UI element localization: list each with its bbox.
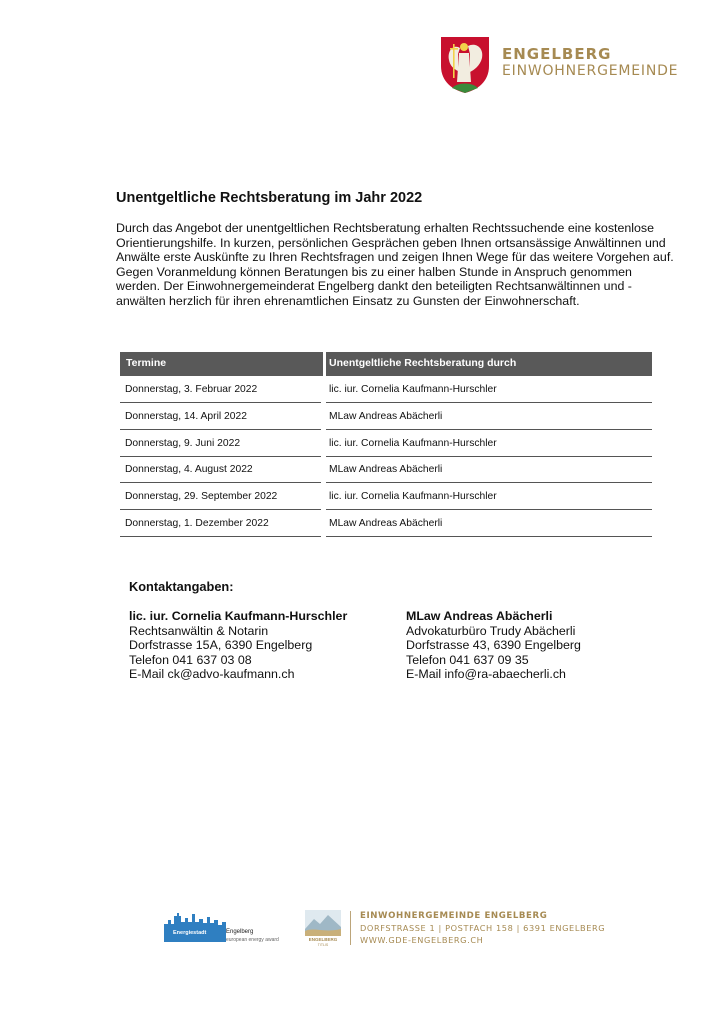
footer-website: WWW.GDE-ENGELBERG.CH	[360, 935, 484, 945]
table-cell-date: Donnerstag, 9. Juni 2022	[125, 437, 241, 449]
contact-email: E-Mail ck@advo-kaufmann.ch	[129, 667, 295, 682]
contact-card-abaecherli	[406, 609, 581, 682]
contact-phone: Telefon 041 637 09 35	[406, 652, 529, 667]
contact-email: E-Mail info@ra-abaecherli.ch	[406, 667, 566, 682]
page-title: Unentgeltliche Rechtsberatung im Jahr 2022	[116, 190, 423, 206]
brand-name: ENGELBERG	[502, 45, 612, 63]
engelberg-titlis-logo	[304, 909, 342, 949]
table-cell-advisor: MLaw Andreas Abächerli	[329, 464, 443, 476]
table-row	[120, 456, 652, 483]
contact-title: Advokaturbüro Trudy Abächerli	[406, 623, 576, 638]
footer-org-name: EINWOHNERGEMEINDE ENGELBERG	[360, 911, 548, 921]
table-cell-date: Donnerstag, 3. Februar 2022	[125, 384, 258, 395]
energiestadt-label: Energiestadt	[173, 930, 207, 936]
table-cell-date: Donnerstag, 4. August 2022	[125, 464, 253, 476]
brand-subtitle: EINWOHNERGEMEINDE	[502, 63, 679, 79]
table-row	[120, 510, 652, 537]
energiestadt-award: european energy award	[226, 937, 279, 943]
contacts-heading: Kontaktangaben:	[129, 579, 234, 594]
table-cell-date: Donnerstag, 1. Dezember 2022	[125, 517, 269, 529]
column-header-dates: Termine	[126, 357, 167, 369]
mountain-logo-sub: TITLIS	[317, 943, 329, 947]
footer-address: DORFSTRASSE 1 | POSTFACH 158 | 6391 ENGELBERG	[360, 923, 606, 933]
table-cell-advisor: lic. iur. Cornelia Kaufmann-Hurschler	[329, 491, 497, 503]
table-cell-advisor: MLaw Andreas Abächerli	[329, 410, 443, 422]
contact-name: lic. iur. Cornelia Kaufmann-Hurschler	[129, 609, 348, 623]
energiestadt-logo	[164, 910, 289, 950]
table-cell-advisor: lic. iur. Cornelia Kaufmann-Hurschler	[329, 384, 497, 395]
contact-title: Rechtsanwältin & Notarin	[129, 623, 269, 638]
table-row	[120, 430, 652, 457]
energiestadt-skyline-icon	[164, 910, 226, 942]
table-cell-date: Donnerstag, 14. April 2022	[125, 410, 247, 422]
table-row	[120, 403, 652, 430]
table-cell-advisor: lic. iur. Cornelia Kaufmann-Hurschler	[329, 437, 497, 449]
table-cell-date: Donnerstag, 29. September 2022	[125, 491, 278, 503]
footer-divider	[350, 911, 351, 945]
contact-address: Dorfstrasse 43, 6390 Engelberg	[406, 638, 581, 653]
contact-card-kaufmann	[129, 609, 347, 682]
table-row	[120, 483, 652, 510]
intro-paragraph: Durch das Angebot der unentgeltlichen Rechtsberatung erhalten Rechtssuchende eine kostenlose Orientierungshilfe. In kurzen, persönlichen Gesprächen geben Ihnen ortsansässige Anwältinnen und Anwälte erste Auskünfte zu Ihren Rechtsfragen und zeigen Ihnen Wege für das weitere Vorgehen auf. Gegen Voranmeldung können Beratungen bis zu einer halben Stunde in Anspruch genommen werden. Der Einwohnergemeinderat Engelberg dankt den beteiligten Rechtsanwältinnen und -anwälten herzlich für ihren ehrenamtlichen Einsatz zu Gunsten der Einwohnerschaft.	[116, 221, 674, 308]
municipality-logo	[440, 36, 679, 96]
table-row	[120, 376, 652, 403]
mountain-icon	[304, 909, 342, 937]
column-header-advisor: Unentgeltliche Rechtsberatung durch	[329, 357, 517, 369]
engelberg-coat-of-arms-icon	[440, 36, 490, 94]
contact-address: Dorfstrasse 15A, 6390 Engelberg	[129, 638, 313, 653]
mountain-logo-label: ENGELBERG	[308, 937, 338, 942]
schedule-table	[120, 352, 652, 537]
table-cell-advisor: MLaw Andreas Abächerli	[329, 517, 443, 529]
contact-phone: Telefon 041 637 03 08	[129, 652, 252, 667]
contact-name: MLaw Andreas Abächerli	[406, 609, 553, 623]
table-header	[120, 352, 652, 376]
energiestadt-place: Engelberg	[226, 929, 254, 935]
